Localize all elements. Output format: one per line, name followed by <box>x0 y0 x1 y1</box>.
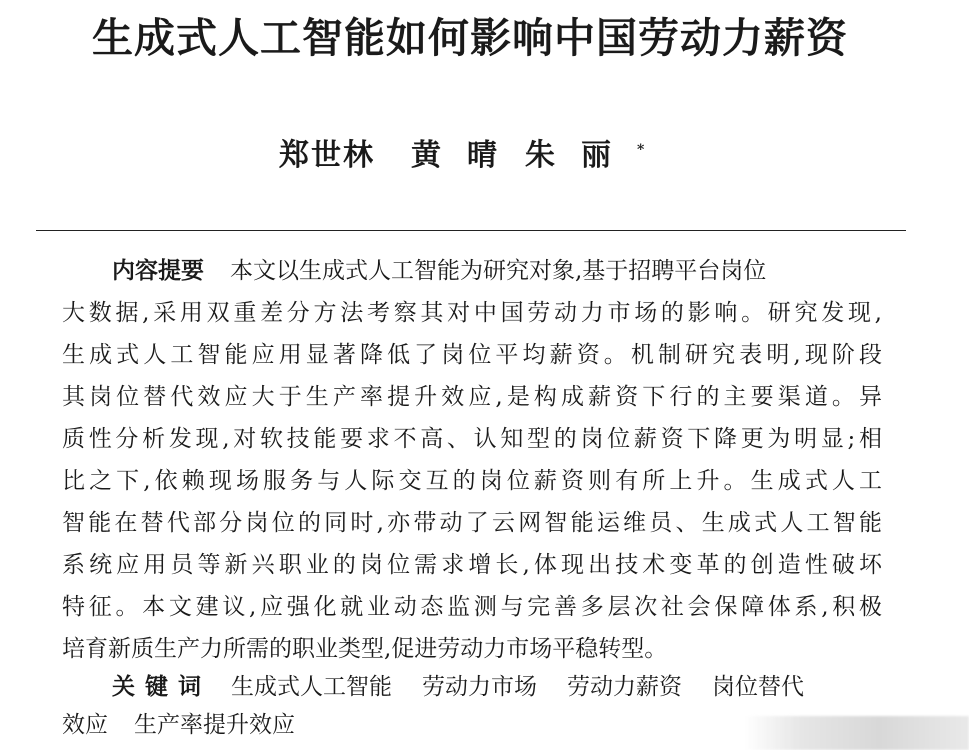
abstract-line: 特征。本文建议,应强化就业动态监测与完善多层次社会保障体系,积极 <box>62 594 882 620</box>
author-huang-qing: 黄晴 <box>411 138 523 173</box>
keyword: 岗位替代 <box>712 674 804 700</box>
paper-title: 生成式人工智能如何影响中国劳动力薪资 <box>92 14 848 62</box>
author-footnote-mark: * <box>637 142 645 158</box>
abstract-line: 其岗位替代效应大于生产率提升效应,是构成薪资下行的主要渠道。异 <box>62 384 882 410</box>
keywords-line <box>62 704 662 746</box>
abstract-line: 比之下,依赖现场服务与人际交互的岗位薪资则有所上升。生成式人工 <box>62 468 882 494</box>
abstract-line: 大数据,采用双重差分方法考察其对中国劳动力市场的影响。研究发现, <box>62 300 882 326</box>
keyword: 劳动力市场 <box>422 674 537 700</box>
keyword: 效应 <box>62 712 108 738</box>
header-divider <box>36 230 906 231</box>
watermark-blur <box>745 716 969 750</box>
author-zheng-shilin: 郑世林 <box>279 138 375 173</box>
author-list <box>279 136 644 176</box>
keyword: 劳动力薪资 <box>567 674 682 700</box>
abstract-line: 培育新质生产力所需的职业类型,促进劳动力市场平稳转型。 <box>62 636 668 662</box>
abstract-line <box>112 250 882 292</box>
author-zhu-li <box>525 136 644 176</box>
keyword: 生产率提升效应 <box>134 712 295 738</box>
author-zhu-li-name: 朱丽 <box>525 138 637 173</box>
abstract-line: 质性分析发现,对软技能要求不高、认知型的岗位薪资下降更为明显;相 <box>62 426 882 452</box>
keywords-line <box>112 666 912 708</box>
abstract-label: 内容提要 <box>112 258 204 284</box>
abstract-line: 生成式人工智能应用显著降低了岗位平均薪资。机制研究表明,现阶段 <box>62 342 882 368</box>
abstract-line: 系统应用员等新兴职业的岗位需求增长,体现出技术变革的创造性破坏 <box>62 552 882 578</box>
keyword: 生成式人工智能 <box>231 674 392 700</box>
keywords-label: 关键词 <box>112 674 211 700</box>
abstract-text: 本文以生成式人工智能为研究对象,基于招聘平台岗位 <box>230 258 767 284</box>
abstract-line: 智能在替代部分岗位的同时,亦带动了云网智能运维员、生成式人工智能 <box>62 510 882 536</box>
